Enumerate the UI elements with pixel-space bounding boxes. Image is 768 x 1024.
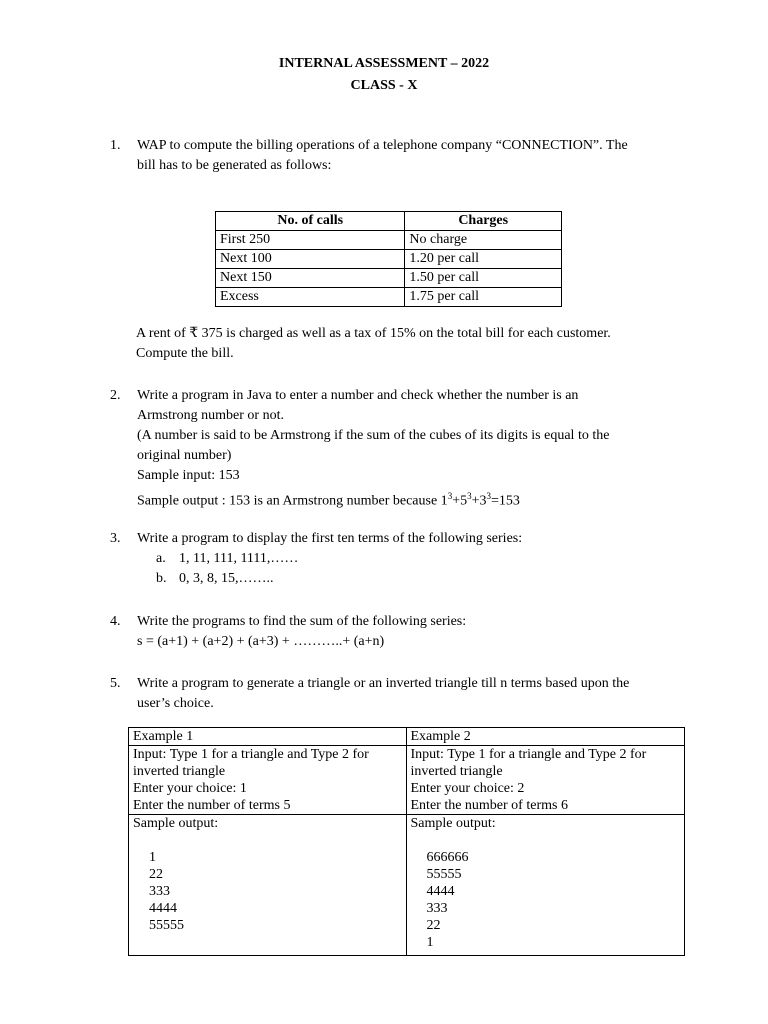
series-text: 1, 11, 111, 1111,…… — [179, 551, 299, 566]
item-label: a. — [156, 551, 166, 566]
rent-text: Compute the bill. — [136, 346, 234, 361]
example-2-output — [406, 815, 685, 956]
sample-input: Sample input: 153 — [137, 468, 240, 483]
input-text: Enter the number of terms 5 — [133, 798, 291, 813]
example-2-title: Example 2 — [406, 728, 685, 746]
table-row — [216, 231, 562, 250]
output-line: 1 — [149, 850, 156, 865]
series-item-a — [156, 549, 677, 569]
input-text: Enter your choice: 2 — [410, 781, 525, 796]
call-charges-table — [215, 211, 562, 307]
table-cell: Next 150 — [216, 269, 405, 288]
sample-output-text: +5 — [452, 493, 468, 509]
question-number: 5. — [110, 676, 121, 691]
question-number: 2. — [110, 388, 121, 403]
table-row — [129, 746, 685, 815]
input-text: Enter the number of terms 6 — [410, 798, 568, 813]
input-text: Input: Type 1 for a triangle and Type 2 for — [133, 747, 369, 762]
exponent: 3 — [447, 491, 453, 501]
output-line: 55555 — [426, 867, 462, 882]
output-label: Sample output: — [410, 816, 496, 831]
question-text: Write a program in Java to enter a number and check whether the number is an — [137, 388, 579, 403]
question-text: Write a program to display the first ten terms of the following series: — [137, 531, 523, 546]
output-line: 55555 — [149, 918, 184, 933]
example-1-title: Example 1 — [129, 728, 407, 746]
table-row — [129, 728, 685, 746]
table-cell: Excess — [216, 288, 405, 307]
output-line: 1 — [426, 935, 434, 950]
column-header: Charges — [405, 212, 562, 231]
table-header-row — [216, 212, 562, 231]
sample-output — [137, 486, 677, 512]
question-text: (A number is said to be Armstrong if the sum of the cubes of its digits is equal to the — [137, 428, 610, 443]
output-line: 333 — [426, 901, 448, 916]
exponent: 3 — [486, 491, 491, 501]
question-number: 3. — [110, 531, 121, 546]
table-cell: 1.50 per call — [405, 269, 562, 288]
series-item-b — [156, 569, 677, 589]
table-cell: First 250 — [216, 231, 405, 250]
question-number: 1. — [110, 138, 121, 153]
table-row — [129, 815, 685, 956]
output-line: 4444 — [426, 884, 455, 899]
output-line: 22 — [149, 867, 163, 882]
output-label: Sample output: — [133, 816, 219, 831]
class-label: CLASS - X — [350, 78, 418, 93]
question-text: Armstrong number or not. — [137, 408, 284, 423]
output-line: 22 — [426, 918, 441, 933]
item-label: b. — [156, 571, 167, 586]
series-formula: s = (a+1) + (a+2) + (a+3) + ………..+ (a+n) — [137, 634, 385, 649]
rent-note — [136, 324, 676, 364]
table-cell: Next 100 — [216, 250, 405, 269]
input-text: Enter your choice: 1 — [133, 781, 247, 796]
series-text: 0, 3, 8, 15,…….. — [179, 571, 274, 586]
example-1-input — [129, 746, 407, 815]
example-2-input — [406, 746, 685, 815]
question-text: Write a program to generate a triangle or an inverted triangle till n terms based upon the — [137, 676, 630, 691]
sample-output-text: +3 — [471, 493, 487, 509]
input-text: Input: Type 1 for a triangle and Type 2 for — [410, 747, 647, 762]
example-1-output — [129, 815, 407, 956]
column-header: No. of calls — [216, 212, 405, 231]
question-text: WAP to compute the billing operations of a telephone company “CONNECTION”. The — [137, 138, 628, 153]
page-title: INTERNAL ASSESSMENT – 2022 — [278, 56, 490, 71]
rent-text: A rent of ₹ 375 is charged as well as a tax of 15% on the total bill for each customer. — [136, 326, 611, 341]
exponent: 3 — [467, 491, 472, 501]
question-text: Write the programs to find the sum of the following series: — [137, 614, 467, 629]
output-line: 333 — [149, 884, 170, 899]
question-text: original number) — [137, 448, 232, 463]
question-text: bill has to be generated as follows: — [137, 158, 332, 173]
output-line: 666666 — [426, 850, 469, 865]
input-text: inverted triangle — [133, 764, 226, 779]
examples-table — [128, 727, 685, 956]
table-cell: 1.75 per call — [405, 288, 562, 307]
sample-output-text: =153 — [491, 493, 520, 509]
table-row — [216, 269, 562, 288]
question-text: user’s choice. — [137, 696, 214, 711]
table-row — [216, 288, 562, 307]
table-cell: No charge — [405, 231, 562, 250]
input-text: inverted triangle — [410, 764, 503, 779]
question-number: 4. — [110, 614, 121, 629]
table-row — [216, 250, 562, 269]
table-cell: 1.20 per call — [405, 250, 562, 269]
sample-output-text: Sample output : 153 is an Armstrong number because 1 — [137, 493, 448, 509]
output-line: 4444 — [149, 901, 177, 916]
